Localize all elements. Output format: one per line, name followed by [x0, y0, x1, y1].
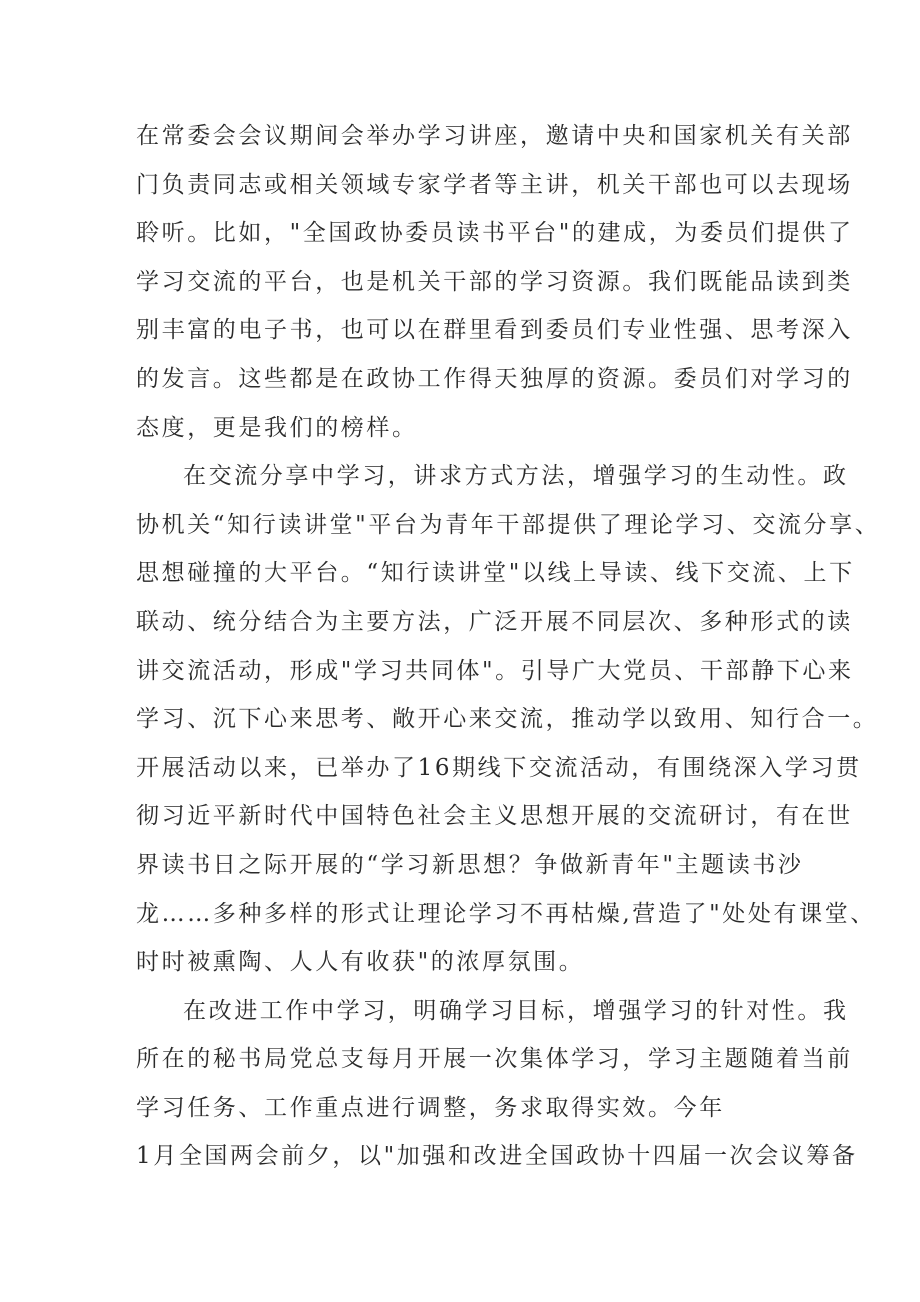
text-line: 所在的秘书局党总支每月开展一次集体学习，学习主题随着当前: [136, 1046, 853, 1073]
document-body: [136, 112, 881, 1181]
text-line: 协机关“知行读讲堂"平台为青年干部提供了理论学习、交流分享、: [136, 511, 881, 538]
text-line: 开展活动以来，已举办了16期线下交流活动，有围绕深入学习贯: [136, 754, 862, 781]
paragraph-first-line: 在改进工作中学习，明确学习目标，增强学习的针对性。我: [183, 997, 849, 1024]
text-line: 的发言。这些都是在政协工作得天独厚的资源。委员们对学习的: [136, 365, 853, 392]
text-line: 讲交流活动，形成"学习共同体"。引导广大党员、干部静下心来: [136, 657, 854, 684]
text-line: 态度，更是我们的榜样。: [136, 414, 418, 441]
text-line: 彻习近平新时代中国特色社会主义思想开展的交流研讨，有在世: [136, 803, 853, 830]
text-line: 时时被熏陶、人人有收获"的浓厚氛围。: [136, 949, 585, 976]
text-line: 在常委会会议期间会举办学习讲座，邀请中央和国家机关有关部: [136, 123, 853, 149]
paragraph-first-line: 在交流分享中学习，讲求方式方法，增强学习的生动性。政: [183, 463, 849, 490]
text-line: 联动、统分结合为主要方法，广泛开展不同层次、多种形式的读: [136, 608, 853, 635]
text-line: 1月全国两会前夕，以"加强和改进全国政协十四届一次会议筹备: [136, 1143, 858, 1170]
text-line: 聆听。比如，"全国政协委员读书平台"的建成，为委员们提供了: [136, 220, 854, 247]
text-line: 学习、沉下心来思考、敞开心来交流，推动学以致用、知行合一。: [136, 706, 879, 733]
text-line: 思想碰撞的大平台。“知行读讲堂"以线上导读、线下交流、上下: [136, 560, 855, 587]
text-line: 学习任务、工作重点进行调整，务求取得实效。今年: [136, 1094, 725, 1121]
text-line: 龙……多种多样的形式让理论学习不再枯燥,营造了"处处有课堂、: [136, 900, 876, 927]
text-line: 学习交流的平台，也是机关干部的学习资源。我们既能品读到类: [136, 268, 853, 295]
text-line: 界读书日之际开展的“学习新思想？争做新青年"主题读书沙: [136, 851, 804, 878]
text-line: 门负责同志或相关领域专家学者等主讲，机关干部也可以去现场: [136, 171, 853, 198]
text-line: 别丰富的电子书，也可以在群里看到委员们专业性强、思考深入: [136, 317, 853, 344]
